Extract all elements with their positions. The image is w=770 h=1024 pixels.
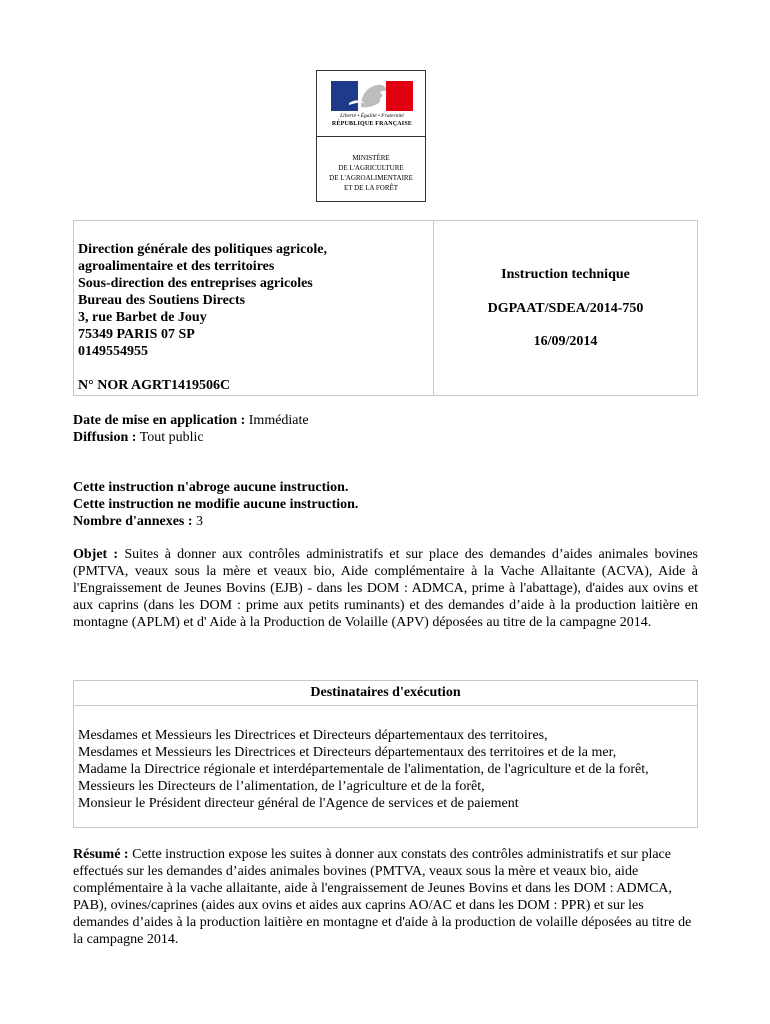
ministere-line: DE L'AGROALIMENTAIRE: [329, 174, 413, 182]
devise-text: Liberté • Égalité • Fraternité: [340, 113, 404, 119]
abroge-note: Cette instruction n'abroge aucune instruction.: [73, 480, 349, 495]
resume-paragraph: [73, 846, 693, 948]
application-label: Date de mise en application :: [73, 413, 246, 428]
marianne-flag-icon: [331, 81, 413, 111]
header-table: [73, 220, 698, 396]
nor-number: N° NOR AGRT1419506C: [78, 378, 231, 393]
issuer-cell: [74, 221, 434, 396]
destinataire-line: Madame la Directrice régionale et interdépartementale de l'alimentation, de l'agriculture et de la forêt,: [78, 762, 649, 777]
destinataire-line: Mesdames et Messieurs les Directrices et Directeurs départementaux des territoires et de la mer,: [78, 745, 617, 760]
republique-text: RÉPUBLIQUE FRANÇAISE: [331, 121, 413, 127]
document-type: Instruction technique: [501, 267, 630, 282]
ministere-line: MINISTÈRE: [352, 154, 390, 162]
notes-block: [73, 479, 698, 530]
diffusion-value: Tout public: [139, 430, 204, 445]
ministry-logo: [316, 70, 426, 202]
issuer-line: Direction générale des politiques agricole,: [78, 242, 327, 257]
objet-text: Suites à donner aux contrôles administratifs et sur place des demandes d’aides animales bovines (PMTVA, veaux sous la mère et veaux bio, Aide complémentaire à la Vache Allaitante (ACVA), Aide à l'Engraissement de Jeunes Bovins (EJB) - dans les DOM : ADMCA, prime à l'abattage), d'aides aux ovins et aux caprins (dans les DOM : prime aux petits ruminants) et des demandes d’aide à la production laitière en montagne (APLM) et d' Aide à la Production de Volaille (APV) déposées au titre de la campagne 2014.: [73, 547, 698, 630]
document-date: 16/09/2014: [533, 334, 598, 349]
resume-label: Résumé :: [73, 847, 129, 862]
document-reference: DGPAAT/SDEA/2014-750: [487, 300, 644, 316]
destinataire-line: Mesdames et Messieurs les Directrices et Directeurs départementaux des territoires,: [78, 728, 548, 743]
ministere-text: [317, 153, 425, 193]
objet-label: Objet :: [73, 547, 119, 562]
logo-divider: [317, 136, 425, 137]
issuer-line: 3, rue Barbet de Jouy: [78, 310, 207, 325]
issuer-line: Bureau des Soutiens Directs: [78, 293, 246, 308]
destinataires-box: [73, 680, 698, 828]
ministere-line: ET DE LA FORÊT: [343, 184, 399, 192]
issuer-line: 75349 PARIS 07 SP: [78, 327, 195, 342]
issuer-line: 0149554955: [78, 344, 148, 359]
destinataire-line: Messieurs les Directeurs de l’alimentation, de l’agriculture et de la forêt,: [78, 779, 485, 794]
issuer-line: Sous-direction des entreprises agricoles: [78, 276, 313, 291]
objet-paragraph: [73, 546, 698, 631]
issuer-line: agroalimentaire et des territoires: [78, 259, 275, 274]
diffusion-label: Diffusion :: [73, 430, 137, 445]
annexes-value: 3: [196, 514, 204, 529]
destinataires-title: Destinataires d'exécution: [74, 681, 697, 706]
application-value: Immédiate: [248, 413, 309, 428]
destinataires-list: [74, 706, 697, 812]
resume-text: Cette instruction expose les suites à donner aux constats des contrôles administratifs et sur place effectués sur les demandes d’aides animales bovines (PMTVA, veaux sous la mère et veaux bio, aide complémentaire à la vache allaitante, aide à l'engraissement de Jeunes Bovins et dans les DOM : ADMCA, PAB), ovines/caprines (aides aux ovins et aides aux caprins AO/AC et dans les DOM : PPR) et sur les demandes d’aides à la production laitière en montagne et d'aide à la production de volaille déposées au titre de la campagne 2014.: [73, 847, 692, 947]
instruction-cell: [434, 221, 698, 396]
destinataire-line: Monsieur le Président directeur général de l'Agence de services et de paiement: [78, 796, 519, 811]
ministere-line: DE L'AGRICULTURE: [338, 164, 404, 172]
annexes-label: Nombre d'annexes :: [73, 514, 193, 529]
application-block: [73, 412, 698, 446]
modifie-note: Cette instruction ne modifie aucune instruction.: [73, 497, 359, 512]
